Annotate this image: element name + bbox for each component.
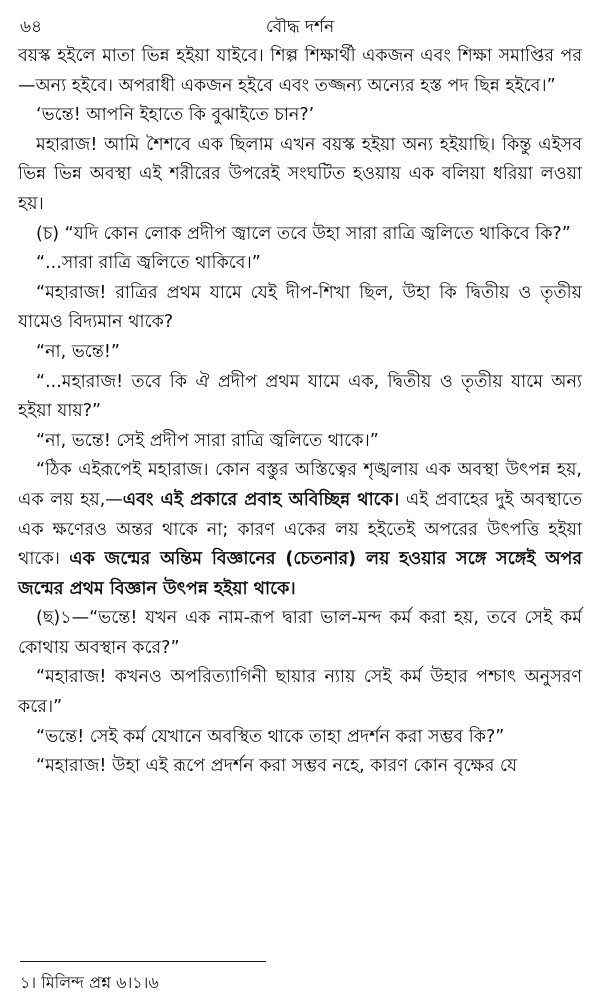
paragraph [18,752,582,782]
paragraph [18,131,582,220]
paragraph [18,663,582,722]
text-segment: “না, ভন্তে!” [36,341,120,362]
footnote: ১। মিলিন্দ প্রশ্ন ৬।১।৬ [20,973,159,992]
text-segment: (চ) “যদি কোন লোক প্রদীপ জ্বালে তবে উহা সারা রাত্রি জ্বলিতে থাকিবে কি?” [36,223,571,244]
text-segment: “মহারাজ! কখনও অপরিত্যাগিনী ছায়ার ন্যায় সেই কর্ম উহার পশ্চাৎ অনুসরণ করে।” [18,667,582,718]
text-segment: “মহারাজ! উহা এই রূপে প্রদর্শন করা সম্ভব নহে, কারণ কোন বৃক্ষের যে [36,756,518,777]
paragraph [18,101,582,131]
paragraph [18,220,582,250]
body-text [18,42,582,782]
bold-text-segment: এক জন্মের অন্তিম বিজ্ঞানের (চেতনার) লয় হওয়ার সঙ্গে সঙ্গেই অপর জন্মের প্রথম বিজ্ঞান উৎপন্ন হইয়া থাকে। [18,549,582,599]
paragraph [18,456,582,604]
text-segment: “না, ভন্তে! সেই প্রদীপ সারা রাত্রি জ্বলিতে থাকে।” [36,430,379,451]
page-number: ৬৪ [20,17,43,37]
text-segment: ‘ভন্তে! আপনি ইহাতে কি বুঝাইতে চান?’ [36,105,315,126]
text-segment: মহারাজ! আমি শৈশবে এক ছিলাম এখন বয়স্ক হইয়া অন্য হইয়াছি। কিন্তু এইসব ভিন্ন ভিন্ন অবস্থা এই শরীরের উপরেই সংঘটিত হওয়ায় এক বলিয়া ধরিয়া লওয়া হয়। [18,134,582,214]
paragraph [18,604,582,663]
running-title: বৌদ্ধ দর্শন [265,17,335,37]
text-segment: “...সারা রাত্রি জ্বলিতে থাকিবে।” [36,253,261,274]
paragraph [18,338,582,368]
paragraph [18,42,582,101]
text-segment: এই প্রবাহের দুই অবস্থাতে এক ক্ষণেরও অন্তর থাকে না; কারণ একের লয় হইতেই অপরের উৎপত্তি হইয়া থাকে। [18,489,582,570]
bold-text-segment: এবং এই প্রকারে প্রবাহ অবিচ্ছিন্ন থাকে। [122,489,400,510]
footnote-divider [20,961,266,962]
page-header [18,10,582,42]
paragraph [18,279,582,338]
text-segment: (ছ)১—“ভন্তে! যখন এক নাম-রূপ দ্বারা ভাল-মন্দ কর্ম করা হয়, তবে সেই কর্ম কোথায় অবস্থান করে?” [18,608,582,658]
text-segment: “ভন্তে! সেই কর্ম যেখানে অবস্থিত থাকে তাহা প্রদর্শন করা সম্ভব কি?” [36,726,505,747]
paragraph [18,723,582,753]
paragraph [18,427,582,457]
text-segment: বয়স্ক হইলে মাতা ভিন্ন হইয়া যাইবে। শিল্প শিক্ষার্থী একজন এবং শিক্ষা সমাপ্তির পর—অন্য হইবে। অপরাধী একজন হইবে এবং তজ্জন্য অন্যের হস্ত পদ ছিন্ন হইবে।” [18,46,582,96]
text-segment: “ঠিক এইরূপেই মহারাজ। কোন বস্তুর অস্তিত্বের শৃঙ্খলায় এক অবস্থা উৎপন্ন হয়, এক লয় হয়,— [18,460,582,510]
text-segment: “মহারাজ! রাত্রির প্রথম যামে যেই দীপ-শিখা ছিল, উহা কি দ্বিতীয় ও তৃতীয় যামেও বিদ্যমান থাকে? [18,282,582,333]
paragraph [18,368,582,427]
paragraph [18,249,582,279]
text-segment: “...মহারাজ! তবে কি ঐ প্রদীপ প্রথম যামে এক, দ্বিতীয় ও তৃতীয় যামে অন্য হইয়া যায়?” [18,371,582,422]
